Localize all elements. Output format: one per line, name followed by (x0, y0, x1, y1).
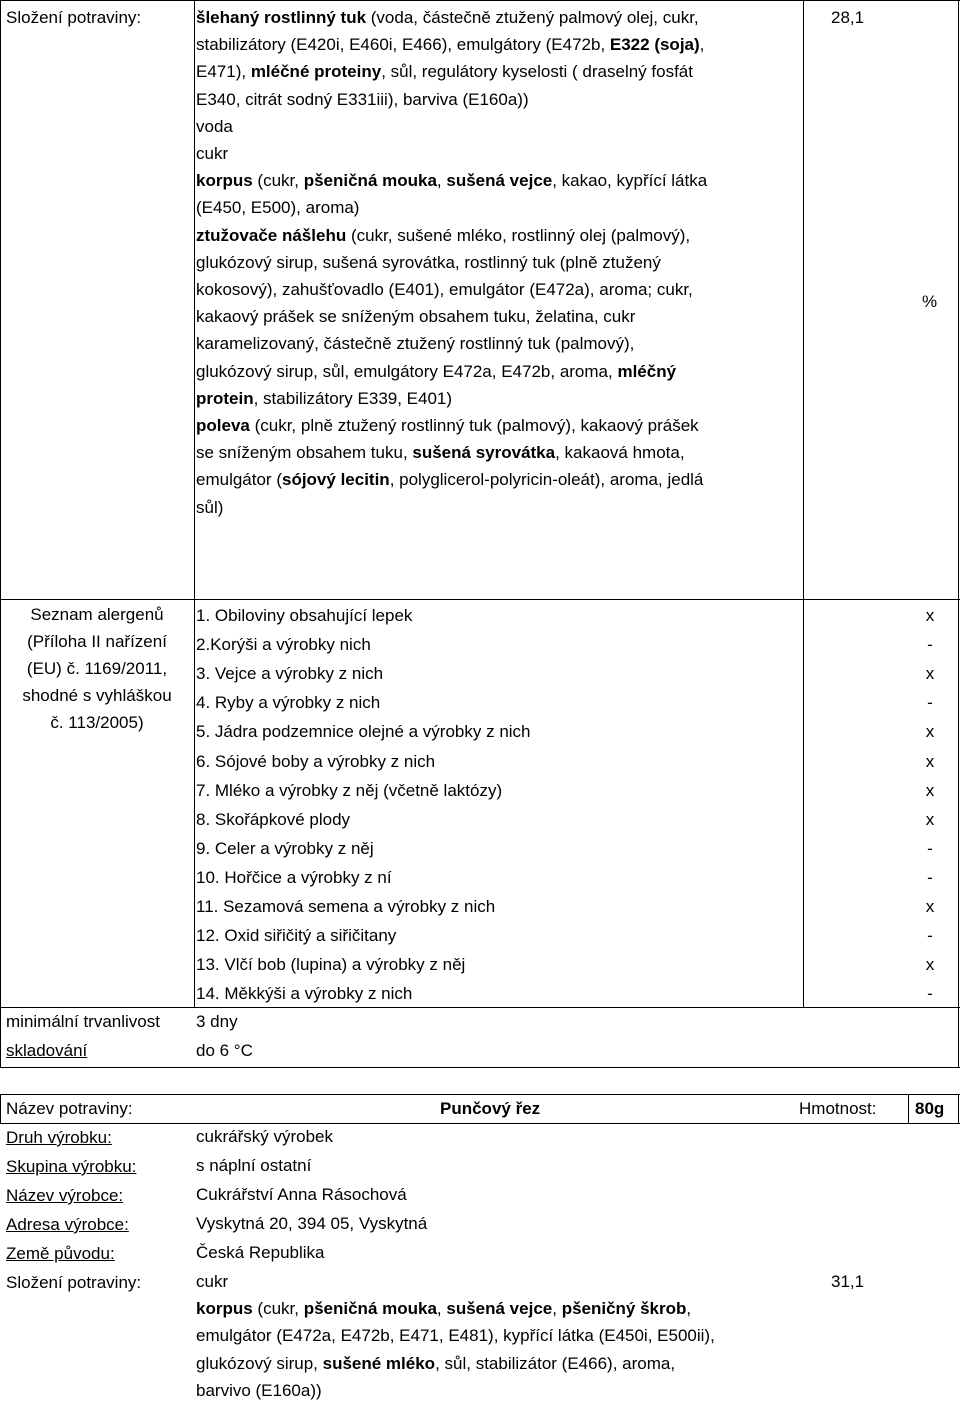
storage-value: do 6 °C (196, 1041, 253, 1060)
table-border-left (0, 0, 1, 1068)
composition-line (196, 358, 676, 385)
ingredient-bold: korpus (196, 171, 253, 191)
ingredient-text: , sůl, regulátory kyselosti ( draselný fosfát (381, 62, 693, 82)
weight-value: 80g (915, 1099, 945, 1118)
maker-name-label: Název výrobce: (6, 1186, 124, 1205)
ingredient-text: , (552, 1299, 562, 1319)
allergen-item: 11. Sezamová semena a výrobky z nich (196, 897, 496, 916)
composition-line (196, 249, 661, 276)
p2-weight-divider (908, 1094, 909, 1124)
p2-border-left (0, 1094, 1, 1124)
origin-country-label: Země původu: (6, 1244, 115, 1263)
allergen-label-line: (EU) č. 1169/2011, (26, 659, 168, 678)
p2-row-line (0, 1123, 960, 1124)
composition-line (196, 113, 233, 140)
ingredient-text: emulgátor ( (196, 470, 282, 490)
allergen-label-line: Seznam alergenů (30, 605, 164, 624)
allergen-mark: - (927, 984, 933, 1004)
composition-line (196, 385, 452, 412)
allergen-label-line: (Příloha II nařízení (27, 632, 167, 651)
product-group-value: s náplní ostatní (196, 1156, 312, 1175)
min-shelf-life-label: minimální trvanlivost (6, 1012, 160, 1031)
composition-line (196, 330, 634, 357)
product-name-value: Punčový řez (440, 1099, 541, 1118)
allergen-mark: - (927, 838, 933, 858)
ingredient-text: , polyglicerol-polyricin-oleát), aroma, jedlá (389, 470, 704, 490)
composition-line (196, 276, 693, 303)
allergen-label-line: č. 113/2005) (50, 713, 144, 732)
allergen-mark: x (925, 809, 935, 829)
ingredient-text: , stabilizátory E339, E401) (253, 388, 453, 408)
ingredient-text: E340, citrát sodný E331iii), barviva (E160a)) (196, 89, 529, 109)
allergen-item: 13. Vlčí bob (lupina) a výrobky z něj (196, 955, 466, 975)
composition-line (196, 86, 529, 113)
ingredient-text: glukózový sirup, (196, 1353, 323, 1373)
composition-line (196, 31, 704, 58)
ingredient-text: , kakaová hmota, (555, 443, 685, 463)
col-divider-2 (803, 0, 804, 1008)
p2-composition-line (196, 1322, 715, 1349)
origin-country-value: Česká Republika (196, 1243, 325, 1262)
table-border-top (0, 0, 960, 1)
ingredient-text: , (699, 35, 705, 55)
ingredient-text: kakaový prášek se sníženým obsahem tuku, želatina, cukr (196, 307, 636, 327)
ingredient-text: (cukr, sušené mléko, rostlinný olej (palmový), (346, 225, 691, 245)
p2-composition-label: Složení potraviny: (6, 1273, 142, 1292)
ingredient-bold: sušené mléko (322, 1353, 436, 1373)
ingredient-bold: poleva (196, 416, 250, 435)
ingredient-bold: pšeničná mouka (303, 1299, 437, 1319)
product-name-label: Název potraviny: (6, 1099, 133, 1118)
ingredient-bold: mléčný (617, 361, 677, 381)
ingredient-text: (cukr, plně ztužený rostlinný tuk (palmový), kakaový prášek (249, 416, 699, 435)
composition-label: Složení potraviny: (6, 8, 142, 27)
ingredient-bold: pšeničná mouka (303, 171, 437, 191)
p2-composition-line (196, 1268, 228, 1295)
ingredient-text: glukózový sirup, sůl, emulgátory E472a, E472b, aroma, (196, 361, 618, 381)
allergen-item: 10. Hořčice a výrobky z ní (196, 867, 392, 887)
ingredient-bold: pšeničný škrob (561, 1299, 687, 1319)
ingredient-bold: sušená vejce (446, 171, 553, 191)
ingredient-text: , (436, 1299, 447, 1319)
allergen-mark: - (927, 693, 933, 713)
row-divider-3 (0, 1067, 960, 1068)
composition-line (196, 222, 690, 249)
ingredient-text: (E450, E500), aroma) (196, 198, 360, 218)
col-divider-1 (194, 0, 195, 1008)
ingredient-text: , (436, 171, 447, 191)
allergen-item: 9. Celer a výrobky z něj (196, 838, 374, 858)
allergen-mark: x (925, 955, 935, 975)
ingredient-text: kokosový), zahušťovadlo (E401), emulgátor (E472a), aroma; cukr, (196, 280, 693, 299)
ingredient-text: E471), (196, 62, 251, 82)
allergen-mark: x (925, 897, 935, 916)
ingredient-bold: korpus (196, 1299, 253, 1319)
allergen-item: 2.Korýši a výrobky nich (196, 635, 371, 655)
allergen-mark: - (927, 867, 933, 887)
ingredient-text: glukózový sirup, sušená syrovátka, rostlinný tuk (plně ztužený (196, 252, 661, 272)
product-type-label: Druh výrobku: (6, 1128, 112, 1147)
ingredient-bold: protein (196, 388, 254, 408)
weight-label: Hmotnost: (799, 1099, 877, 1118)
allergen-label-line: shodné s vyhláškou (22, 686, 172, 705)
p2-composition-line (196, 1295, 691, 1322)
ingredient-text: , sůl, stabilizátor (E466), aroma, (435, 1353, 676, 1373)
ingredient-text: cukr (196, 144, 229, 163)
ingredient-text: , kakao, kypřící látka (552, 171, 708, 191)
ingredient-text: barvivo (E160a)) (196, 1380, 322, 1400)
ingredient-bold: E322 (soja) (609, 35, 700, 55)
ingredient-text: (cukr, (252, 1299, 304, 1319)
allergen-mark: - (927, 635, 933, 655)
ingredient-text: voda (196, 116, 233, 136)
min-shelf-life-value: 3 dny (196, 1012, 238, 1031)
allergen-item: 5. Jádra podzemnice olejné a výrobky z nich (196, 722, 531, 742)
percent-value: 28,1 (831, 8, 865, 27)
composition-line (196, 439, 685, 466)
allergen-mark: x (925, 780, 935, 800)
allergen-item: 14. Měkkýši a výrobky z nich (196, 984, 413, 1004)
ingredient-text: cukr (196, 1272, 229, 1291)
allergen-item: 7. Mléko a výrobky z něj (včetně laktózy) (196, 780, 503, 800)
allergen-item: 3. Vejce a výrobky z nich (196, 664, 384, 684)
composition-line (196, 167, 707, 194)
composition-line (196, 466, 703, 493)
composition-line (196, 58, 693, 85)
percent-sign: % (922, 292, 938, 311)
ingredient-text: , (686, 1299, 692, 1319)
p2-border-right (958, 1094, 959, 1124)
composition-line (196, 412, 699, 439)
allergen-item: 12. Oxid siřičitý a siřičitany (196, 926, 397, 946)
ingredient-bold: šlehaný rostlinný tuk (196, 8, 367, 27)
composition-line (196, 4, 699, 31)
composition-line (196, 194, 359, 221)
allergen-mark: - (927, 926, 933, 946)
maker-name-value: Cukrářství Anna Rásochová (196, 1185, 407, 1204)
ingredient-bold: mléčné proteiny (250, 62, 382, 82)
p2-composition-line (196, 1350, 675, 1377)
product-type-value: cukrářský výrobek (196, 1127, 333, 1146)
maker-address-value: Vyskytná 20, 394 05, Vyskytná (196, 1214, 428, 1233)
allergen-mark: x (925, 722, 935, 742)
storage-label: skladování (6, 1041, 88, 1060)
composition-line (196, 140, 228, 167)
ingredient-text: (voda, částečně ztužený palmový olej, cukr, (366, 8, 699, 27)
ingredient-text: (cukr, (252, 171, 304, 191)
table-border-right (958, 0, 959, 1068)
ingredient-text: emulgátor (E472a, E472b, E471, E481), kypřící látka (E450i, E500ii), (196, 1326, 715, 1346)
row-divider-1 (0, 599, 960, 600)
product-group-label: Skupina výrobku: (6, 1157, 137, 1176)
ingredient-bold: ztužovače nášlehu (196, 225, 347, 245)
allergen-item: 4. Ryby a výrobky z nich (196, 693, 381, 713)
allergen-item: 6. Sójové boby a výrobky z nich (196, 751, 436, 771)
ingredient-bold: sójový lecitin (281, 470, 390, 490)
allergen-mark: x (925, 664, 935, 684)
maker-address-label: Adresa výrobce: (6, 1215, 129, 1234)
ingredient-text: se sníženým obsahem tuku, (196, 443, 413, 463)
ingredient-text: stabilizátory (E420i, E460i, E466), emulgátory (E472b, (196, 35, 610, 55)
ingredient-text: karamelizovaný, částečně ztužený rostlinný tuk (palmový), (196, 334, 635, 354)
p2-percent-value: 31,1 (831, 1272, 865, 1291)
allergen-mark: x (925, 751, 935, 771)
allergen-mark: x (925, 606, 935, 625)
composition-line (196, 494, 223, 521)
ingredient-text: sůl) (196, 497, 224, 517)
allergen-item: 8. Skořápkové plody (196, 809, 351, 829)
allergen-item: 1. Obiloviny obsahující lepek (196, 606, 413, 625)
composition-line (196, 303, 635, 330)
p2-composition-line (196, 1377, 322, 1404)
ingredient-bold: sušená vejce (446, 1299, 553, 1319)
ingredient-bold: sušená syrovátka (412, 443, 556, 463)
